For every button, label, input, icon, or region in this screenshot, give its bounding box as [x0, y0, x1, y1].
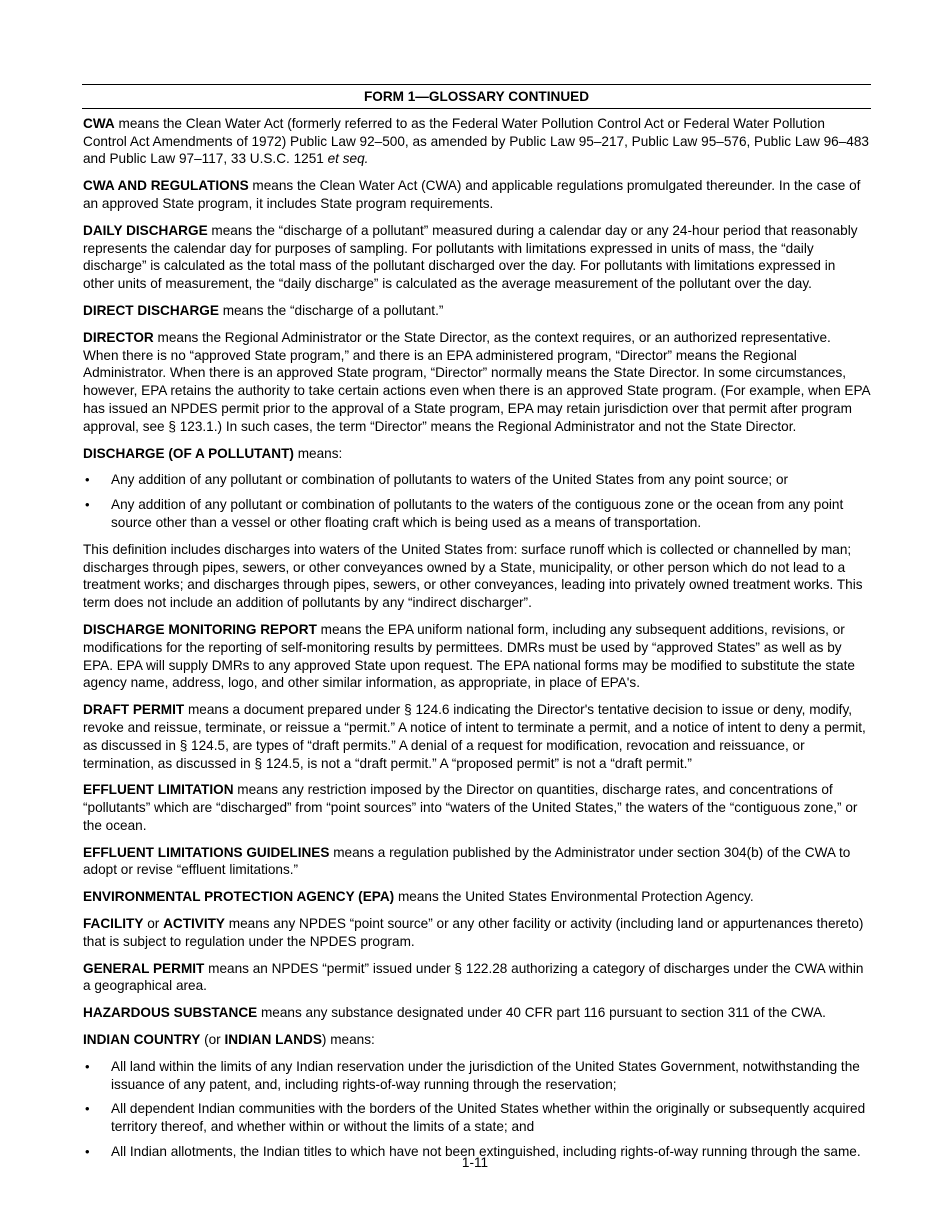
entry-director [83, 329, 870, 436]
definition: means an NPDES “permit” issued under § 122.28 authorizing a category of discharges under the CWA within a geographical area. [83, 960, 864, 994]
entry-daily-discharge [83, 222, 870, 293]
entry-draft-permit [83, 701, 870, 772]
entry-direct-discharge [83, 302, 870, 320]
page-number: 1-11 [461, 1155, 489, 1170]
entry-effluent-limitation [83, 781, 870, 834]
definition: means the Clean Water Act (formerly referred to as the Federal Water Pollution Control Act or Federal Water Pollution Control Act Amendments of 1972) Public Law 92–500, as amended by Public Law 95–217, Public Law 95–576, Public Law 96–483 and Public Law 97–117, 33 U.S.C. 1251 [83, 115, 869, 167]
bullet-icon: • [85, 1101, 90, 1117]
term: HAZARDOUS SUBSTANCE [83, 1005, 258, 1021]
term: DIRECTOR [83, 329, 154, 345]
discharge-bullet-list [83, 471, 870, 531]
header-rule [82, 108, 871, 109]
discharge-note: This definition includes discharges into waters of the United States from: surface runoff which is collected or channelled by man; discharges through pipes, sewers, or other conveyances owned by a State, municipality, or other person which do not lead to a treatment works; and discharges through pipes, sewers, or other conveyances, leading into privately owned treatment works. This term does not include an addition of pollutants by any “indirect discharger”. [83, 541, 863, 611]
glossary-page [83, 84, 870, 1170]
entry-discharge [83, 445, 870, 463]
term-alt: ACTIVITY [163, 916, 225, 932]
term-alt: INDIAN LANDS [224, 1032, 322, 1048]
entry-cwa [83, 115, 870, 168]
term: DISCHARGE MONITORING REPORT [83, 621, 317, 637]
entry-discharge-monitoring-report [83, 621, 870, 692]
definition: means a regulation published by the Administrator under section 304(b) of the CWA to adopt or revise “effluent limitations.” [83, 844, 851, 878]
definition: means any restriction imposed by the Director on quantities, discharge rates, and concentrations of “pollutants” which are “discharged” from “point sources” into “waters of the United States,” the waters of the “contiguous zone,” or the ocean. [83, 782, 858, 833]
list-item [83, 1100, 870, 1136]
definition-italic: et seq. [327, 151, 369, 167]
definition: means the “discharge of a pollutant” measured during a calendar day or any 24-hour period that reasonably represents the calendar day for purposes of sampling. For pollutants with limitations expressed in units of mass, the “daily discharge” is calculated as the total mass of the pollutant discharged over the day. For pollutants with limitations expressed in other units of measurement, the “daily discharge” is calculated as the average measurement of the pollutant over the day. [83, 222, 858, 292]
list-item [83, 471, 870, 489]
term: EFFLUENT LIMITATIONS GUIDELINES [83, 844, 330, 860]
entry-indian-country [83, 1031, 870, 1049]
term: DAILY DISCHARGE [83, 222, 208, 238]
glossary-entries [83, 115, 870, 1161]
entry-epa [83, 888, 870, 906]
definition: means the EPA uniform national form, including any subsequent additions, revisions, or modifications for the reporting of self-monitoring results by permittees. DMRs must be used by “approved States” as well as by EPA. EPA will supply DMRs to any approved State upon request. The EPA national forms may be modified to substitute the state agency name, address, logo, and other similar information, as appropriate, in place of EPA's. [83, 621, 855, 691]
list-item-text: Any addition of any pollutant or combination of pollutants to the waters of the contiguous zone or the ocean from any point source other than a vessel or other floating craft which is being used as a means of transportation. [111, 497, 844, 530]
term: EFFLUENT LIMITATION [83, 782, 234, 798]
entry-general-permit [83, 960, 870, 996]
list-item [83, 1058, 870, 1094]
term: DRAFT PERMIT [83, 702, 185, 718]
term: CWA [83, 115, 115, 131]
connector-text: or [143, 916, 164, 932]
list-item-text: All land within the limits of any Indian reservation under the jurisdiction of the United States Government, notwithstanding the issuance of any patent, and, including rights-of-way running through the reservation; [111, 1058, 860, 1092]
entry-cwa-and-regulations [83, 177, 870, 213]
bullet-icon: • [85, 497, 90, 513]
term: DIRECT DISCHARGE [83, 302, 219, 318]
list-item [83, 496, 870, 532]
term: INDIAN COUNTRY [83, 1032, 201, 1048]
list-item-text: All Indian allotments, the Indian titles to which have not been extinguished, including rights-of-way running through the same. [111, 1144, 861, 1160]
definition: means the Clean Water Act (CWA) and applicable regulations promulgated thereunder. In the case of an approved State program, it includes State program requirements. [83, 178, 861, 211]
definition: means a document prepared under § 124.6 indicating the Director's tentative decision to issue or deny, modify, revoke and reissue, terminate, or reissue a “permit.” A notice of intent to terminate a permit, and a notice of intent to deny a permit, as discussed in § 124.5, are types of “draft permits.” A denial of a request for modification, revocation and reissuance, or termination, as discussed in § 124.5, is not a “draft permit.” A “proposed permit” is not a “draft permit.” [83, 702, 866, 771]
entry-facility-or-activity [83, 915, 870, 951]
definition: means the “discharge of a pollutant.” [218, 302, 444, 318]
page-title: FORM 1—GLOSSARY CONTINUED [363, 89, 590, 104]
definition: means any substance designated under 40 CFR part 116 pursuant to section 311 of the CWA. [257, 1005, 826, 1021]
list-item-text: All dependent Indian communities with the borders of the United States whether within the originally or subsequently acquired territory thereof, and whether within or without the limits of a state; and [111, 1101, 866, 1135]
term: DISCHARGE (OF A POLLUTANT) [83, 445, 294, 461]
definition: ) means: [321, 1032, 375, 1048]
term: FACILITY [83, 916, 144, 932]
term: GENERAL PERMIT [83, 960, 205, 976]
bullet-icon: • [85, 1058, 90, 1074]
term: CWA AND REGULATIONS [83, 178, 249, 194]
entry-effluent-limitations-guidelines [83, 844, 870, 880]
bullet-icon: • [85, 1144, 90, 1160]
indian-country-bullet-list [83, 1058, 870, 1161]
connector-text: (or [200, 1032, 225, 1048]
list-item-text: Any addition of any pollutant or combination of pollutants to waters of the United States from any point source; or [111, 472, 789, 488]
entry-hazardous-substance [83, 1004, 870, 1022]
definition: means the United States Environmental Protection Agency. [394, 889, 754, 905]
term: ENVIRONMENTAL PROTECTION AGENCY (EPA) [83, 889, 395, 905]
bullet-icon: • [85, 472, 90, 488]
definition: means: [293, 445, 343, 461]
definition: means any NPDES “point source” or any other facility or activity (including land or appurtenances thereto) that is subject to regulation under the NPDES program. [83, 916, 864, 949]
definition: means the Regional Administrator or the State Director, as the context requires, or an authorized representative. When there is no “approved State program,” and there is an EPA administered program, “Director” means the Regional Administrator. When there is an approved State program, “Director” normally means the State Director. In some circumstances, however, EPA retains the authority to take certain actions even when there is an approved State program. (For example, when EPA has issued an NPDES permit prior to the approval of a State program, EPA may retain jurisdiction over that permit after program approval, see § 123.1.) In such cases, the term “Director” means the Regional Administrator and not the State Director. [83, 329, 870, 434]
